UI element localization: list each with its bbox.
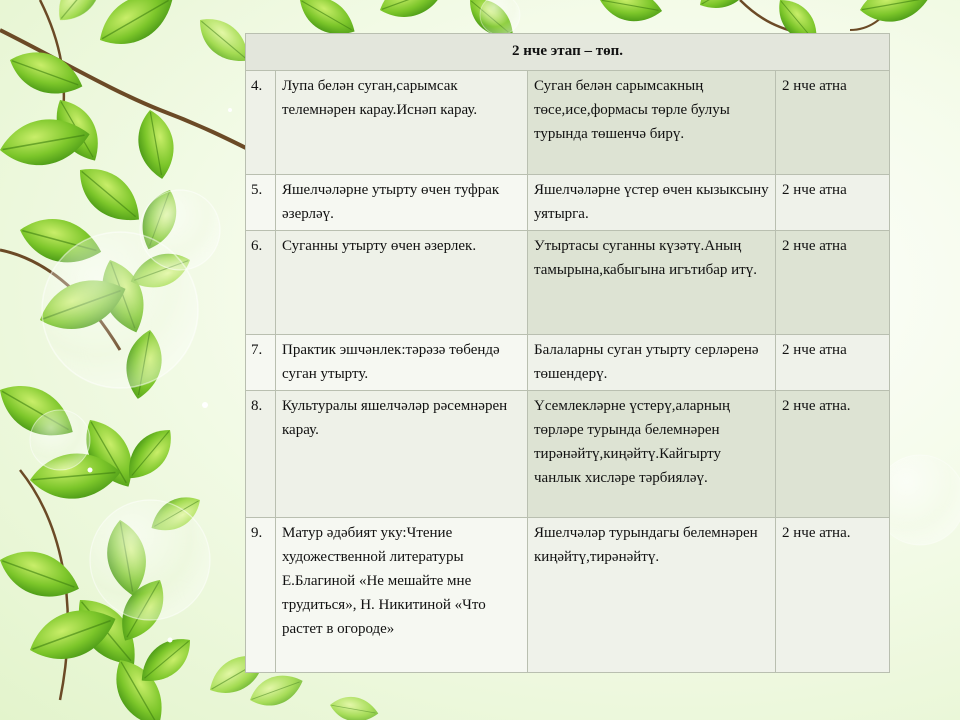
table-row	[246, 518, 890, 673]
goal-cell: Үсемлекләрне үстерү,аларның төрләре турында белемнәрен тирәнәйтү,киңәйтү.Кайгырту чанлык хисләре тәрбияләү.	[528, 391, 776, 518]
schedule-table	[245, 33, 890, 673]
table-row	[246, 71, 890, 175]
activity-cell: Яшелчәләрне утырту өчен туфрак әзерләү.	[276, 175, 528, 231]
time-cell: 2 нче атна	[776, 335, 890, 391]
goal-cell: Яшелчәләр турындагы белемнәрен киңәйтү,тирәнәйтү.	[528, 518, 776, 673]
schedule-table-container	[245, 33, 889, 673]
time-cell: 2 нче атна	[776, 231, 890, 335]
goal-cell: Утыртасы суганны күзәтү.Аның тамырына,кабыгына игътибар итү.	[528, 231, 776, 335]
table-header-row	[246, 34, 890, 71]
table-row	[246, 391, 890, 518]
time-cell: 2 нче атна.	[776, 518, 890, 673]
row-number: 6.	[246, 231, 276, 335]
activity-cell: Практик эшчәнлек:тәрәзә төбендә суган утырту.	[276, 335, 528, 391]
row-number: 5.	[246, 175, 276, 231]
table-row	[246, 231, 890, 335]
activity-cell: Лупа белән суган,сарымсак телемнәрен карау.Иснәп карау.	[276, 71, 528, 175]
goal-cell: Балаларны суган утырту серләренә төшендерү.	[528, 335, 776, 391]
goal-cell: Яшелчәләрне үстер өчен кызыксыну уятырга.	[528, 175, 776, 231]
time-cell: 2 нче атна	[776, 175, 890, 231]
time-cell: 2 нче атна	[776, 71, 890, 175]
activity-cell: Матур әдәбият уку:Чтение художественной литературы Е.Благиной «Не мешайте мне трудиться», Н. Никитиной «Что растет в огороде»	[276, 518, 528, 673]
stage-title: 2 нче этап – төп.	[246, 34, 890, 71]
activity-cell: Культуралы яшелчәләр рәсемнәрен карау.	[276, 391, 528, 518]
row-number: 7.	[246, 335, 276, 391]
row-number: 8.	[246, 391, 276, 518]
time-cell: 2 нче атна.	[776, 391, 890, 518]
goal-cell: Суган белән сарымсакның төсе,исе,формасы төрле булуы турында төшенчә бирү.	[528, 71, 776, 175]
table-row	[246, 335, 890, 391]
row-number: 9.	[246, 518, 276, 673]
activity-cell: Суганны утырту өчен әзерлек.	[276, 231, 528, 335]
row-number: 4.	[246, 71, 276, 175]
table-row	[246, 175, 890, 231]
